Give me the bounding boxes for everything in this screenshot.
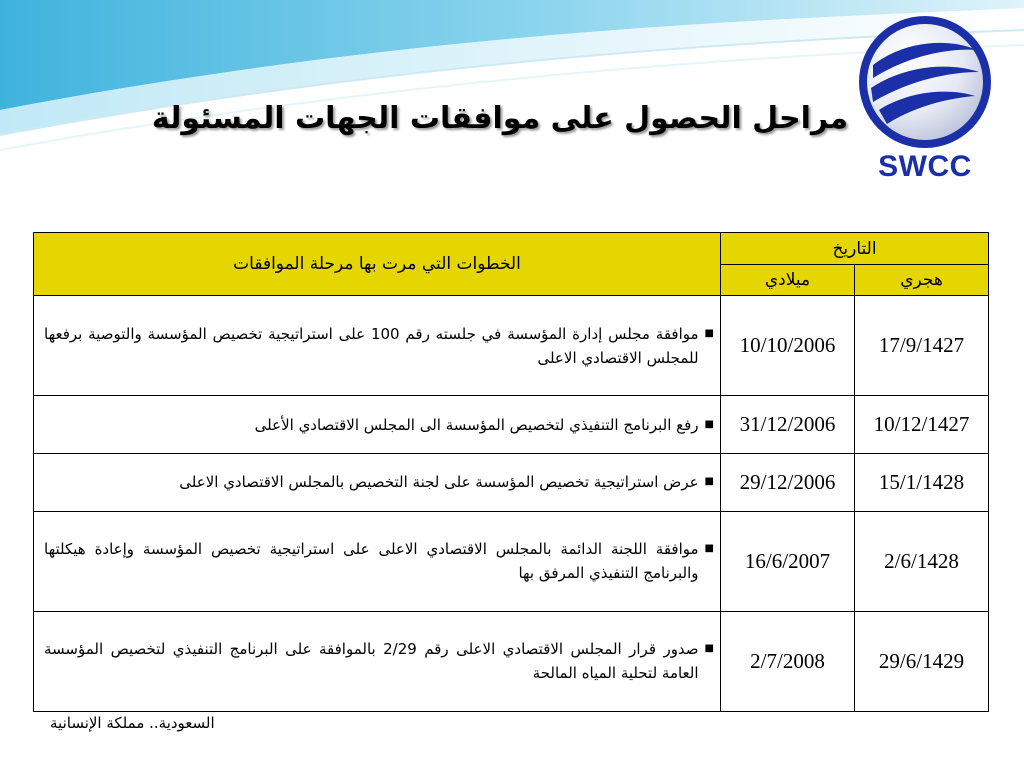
table-row [34,511,989,611]
bullet-square-icon: ■ [704,543,714,555]
hijri-date: 15/1/1428 [855,453,989,511]
hijri-date: 10/12/1427 [855,396,989,454]
hijri-date: 2/6/1428 [855,511,989,611]
header-date: التاريخ [721,233,989,265]
header-gregorian: ميلادي [721,265,855,296]
step-cell [34,611,721,711]
bullet-square-icon: ■ [704,643,714,655]
table-row [34,296,989,396]
bullet-square-icon: ■ [704,476,714,488]
gregorian-date: 10/10/2006 [721,296,855,396]
step-text: عرض استراتيجية تخصيص المؤسسة على لجنة التخصيص بالمجلس الاقتصادي الاعلى [179,473,699,492]
gregorian-date: 2/7/2008 [721,611,855,711]
step-cell [34,396,721,454]
gregorian-date: 31/12/2006 [721,396,855,454]
logo-text: SWCC [878,150,972,183]
header-steps: الخطوات التي مرت بها مرحلة الموافقات [34,233,721,296]
step-text: موافقة مجلس إدارة المؤسسة في جلسته رقم 100 على استراتيجية تخصيص المؤسسة والتوصية برفعها للمجلس الاقتصادي الاعلى [44,324,699,367]
step-cell [34,511,721,611]
step-cell [34,296,721,396]
gregorian-date: 29/12/2006 [721,453,855,511]
table-row [34,611,989,711]
table-row [34,453,989,511]
header-hijri: هجري [855,265,989,296]
step-text: موافقة اللجنة الدائمة بالمجلس الاقتصادي الاعلى على استراتيجية تخصيص المؤسسة وإعادة هيكلتها والبرنامج التنفيذي المرفق بها [44,540,699,583]
approvals-table [33,232,989,712]
step-cell [34,453,721,511]
footer-slogan: السعودية.. مملكة الإنسانية [50,714,215,732]
hijri-date: 17/9/1427 [855,296,989,396]
gregorian-date: 16/6/2007 [721,511,855,611]
table-row [34,396,989,454]
step-text: رفع البرنامج التنفيذي لتخصيص المؤسسة الى المجلس الاقتصادي الأعلى [254,415,699,434]
step-text: صدور قرار المجلس الاقتصادي الاعلى رقم 2/29 بالموافقة على البرنامج التنفيذي لتخصيص المؤسسة العامة لتحلية المياه المالحة [44,640,699,683]
bullet-square-icon: ■ [704,327,714,339]
hijri-date: 29/6/1429 [855,611,989,711]
page-title: مراحل الحصول على موافقات الجهات المسئولة [151,101,849,136]
bullet-square-icon: ■ [704,418,714,430]
